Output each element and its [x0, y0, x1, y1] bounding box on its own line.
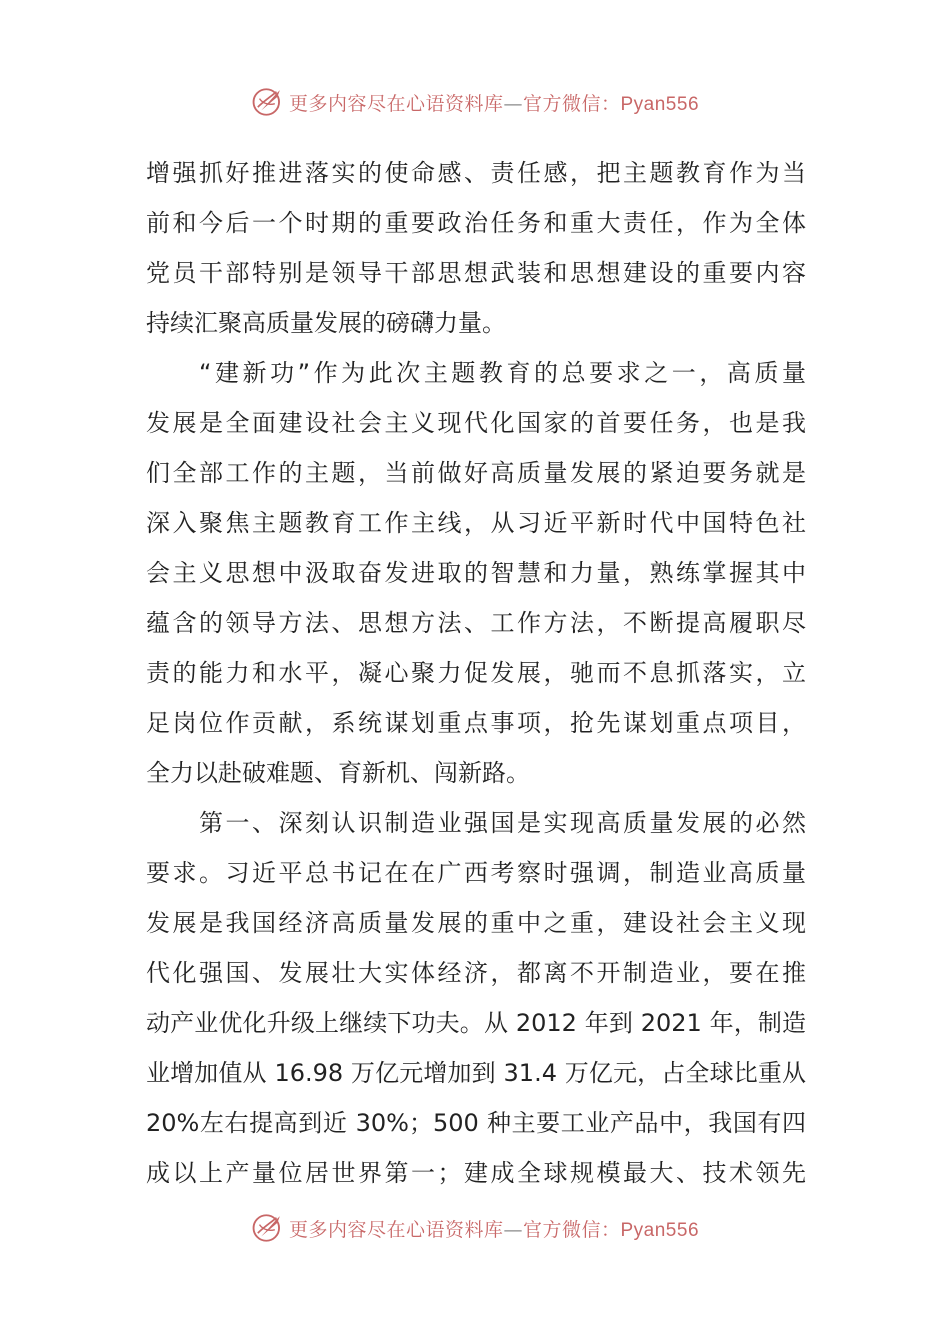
banner-label: 官方微信： — [522, 1218, 621, 1241]
footer-banner — [0, 1208, 950, 1248]
body-line: 增强抓好推进落实的使命感、责任感，把主题教育作为当 — [146, 159, 806, 187]
banner-text — [289, 89, 699, 116]
body-line: 业增加值从 16.98 万亿元增加到 31.4 万亿元，占全球比重从 — [146, 1059, 806, 1087]
body-line: 20%左右提高到近 30%；500 种主要工业产品中，我国有四 — [146, 1109, 806, 1137]
body-line: 发展是我国经济高质量发展的重中之重，建设社会主义现 — [146, 909, 806, 937]
body-line: 前和今后一个时期的重要政治任务和重大责任，作为全体 — [146, 209, 806, 237]
body-line: 责的能力和水平，凝心聚力促发展，驰而不息抓落实，立 — [146, 659, 806, 687]
banner-wechat-id: Pyan556 — [620, 93, 700, 115]
banner-dash: — — [503, 92, 523, 115]
body-line: 第一、深刻认识制造业强国是实现高质量发展的必然 — [199, 809, 806, 837]
pen-nib-logo-icon — [251, 85, 285, 119]
pen-nib-logo-icon — [251, 1211, 285, 1245]
banner-label: 官方微信： — [522, 92, 621, 115]
body-line: 党员干部特别是领导干部思想武装和思想建设的重要内容 — [146, 259, 806, 287]
body-line: 发展是全面建设社会主义现代化国家的首要任务，也是我 — [146, 409, 806, 437]
body-line: 深入聚焦主题教育工作主线，从习近平新时代中国特色社 — [146, 509, 806, 537]
body-line: 成以上产量位居世界第一；建成全球规模最大、技术领先 — [146, 1159, 806, 1187]
banner-dash: — — [503, 1218, 523, 1241]
body-line: 要求。习近平总书记在在广西考察时强调，制造业高质量 — [146, 859, 806, 887]
body-line: 蕴含的领导方法、思想方法、工作方法，不断提高履职尽 — [146, 609, 806, 637]
banner-wechat-id: Pyan556 — [620, 1219, 700, 1241]
body-line: 代化强国、发展壮大实体经济，都离不开制造业，要在推 — [146, 959, 806, 987]
body-line: 持续汇聚高质量发展的磅礴力量。 — [146, 309, 506, 337]
body-line: 全力以赴破难题、育新机、闯新路。 — [146, 759, 530, 787]
banner-text — [289, 1215, 699, 1242]
header-banner — [0, 82, 950, 122]
banner-main: 更多内容尽在心语资料库 — [288, 1218, 504, 1241]
body-line: 足岗位作贡献，系统谋划重点事项，抢先谋划重点项目， — [146, 709, 806, 737]
body-line: 们全部工作的主题，当前做好高质量发展的紧迫要务就是 — [146, 459, 806, 487]
banner-main: 更多内容尽在心语资料库 — [288, 92, 504, 115]
body-line: 会主义思想中汲取奋发进取的智慧和力量，熟练掌握其中 — [146, 559, 806, 587]
document-body — [146, 148, 806, 1198]
body-line: 动产业优化升级上继续下功夫。从 2012 年到 2021 年，制造 — [146, 1009, 806, 1037]
body-line: “建新功”作为此次主题教育的总要求之一，高质量 — [199, 359, 806, 387]
